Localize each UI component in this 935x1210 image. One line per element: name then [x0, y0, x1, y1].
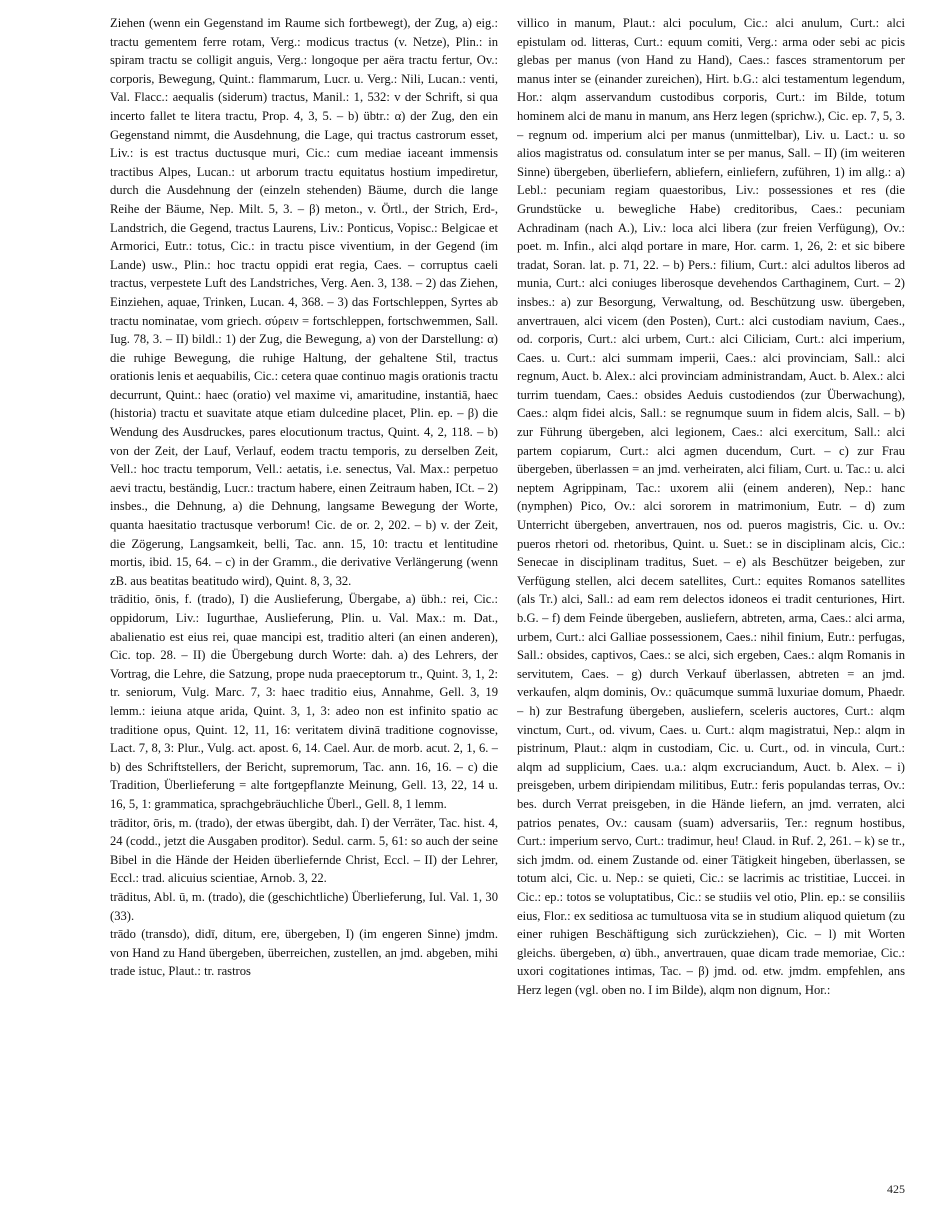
- page-number: 425: [887, 1182, 905, 1196]
- entry-traditio: trāditio, ōnis, f. (trado), I) die Auslieferung, Übergabe, a) übh.: rei, Cic.: oppidorum, Liv.: Iugurthae, Auslieferung, Plin. u. Val. Max.: m. Dat., abalienatio est eius rei, quae mancipi est, traditio alteri (an einen anderen), Cic. top. 28. – II) die Übergebung durch Worte: dah. a) des Lehrers, der Vortrag, die Lehre, die Satzung, prope nuda praeceptorum tr., Quint. 3, 1, 2: tr. seniorum, Vulg. Marc. 7, 3: haec traditio eius, Annahme, Gell. 3, 19 lemm.: ieiuna atque arida, Quint. 3, 1, 3: adeo non est infinito spatio ac traditione opus, Quint. 12, 11, 16: veritatem divinā traditione cognovisse, Lact. 7, 8, 3: Plur., Vulg. act. apost. 6, 14. Cael. Aur. de morb. acut. 2, 1, 6. – b) des Schriftstellers, der Bericht, supremorum, Tac. ann. 16, 16. – c) die Tradition, Überlieferung = alte fortgepflanzte Meinung, Gell. 13, 22, 14 u. 16, 5, 1: grammatica, sprachgebräuchliche Überl., Gell. 8, 1 lemm.: [110, 592, 498, 811]
- entry-trado-continued: villico in manum, Plaut.: alci poculum, Cic.: alci anulum, Curt.: alci epistulam od. litteras, Curt.: equum comiti, Verg.: arma oder sebi ac picis glebas per manus (von Hand zu Hand), Caes.: fasces stramentorum per manus inter se (einander zureichen), Hirt. b.G.: alci testamentum legendum, Hor.: alqm asservandum custodibus corporis, Curt.: im Bilde, totum hominem alci de manu in manum, ans Herz legen (sprichw.), Cic. ep. 7, 5, 3. – regnum od. imperium alci per manus (unmittelbar), Liv. u. Lact.: u. so alios magistratus od. consulatum inter se per manus, Sall. – II) (im weiteren Sinne) übergeben, überliefern, abliefern, einliefern, zuführen, 1) im allg.: a) Lebl.: pecuniam regiam quaestoribus, Liv.: possessiones et res (die Grundstücke u. bewegliche Habe) creditoribus, Caes.: pecuniam Achradinam (nach A.), Liv.: loca alci libera (zur freien Verfügung), Ov.: poet. m. Infin., alci alqd portare in mare, Hor. carm. 1, 26, 2: et sic bibere tradat, Soran. lat. p. 71, 22. – b) Pers.: filium, Curt.: alci adultos liberos ad munia, Curt.: alci coniuges liberosque devehendos Carthaginem, Curt. – 2) insbes.: a) zur Besorgung, Verwaltung, od. Beschützung usw. übergeben, anvertrauen, alci vicem (den Posten), Curt.: alci custodiam navium, Caes., od. corporis, Curt.: alci urbem, Curt.: alci Ciliciam, Curt.: alci imperium, Caes. u. Curt.: alci summam imperii, Caes.: alci provinciam, Sall.: alci regnum, Auct. b. Alex.: alci provinciam administrandam, Auct. b. Alex.: alci turrim tuendam, Caes.: obsides Aeduis custodiendos (zur Überwachung), Caes.: alqm fidei alcis, Sall.: se regnumque suum in fidem alcis, Sall. – b) zur Führung übergeben, alci legionem, Caes.: alci exercitum, Sall.: alci partem copiarum, Curt.: alci agmen ducendum, Curt. – c) zur Frau übergeben, überlassen = an jmd. verheiraten, alci filiam, Curt. u. Tac.: u. alci neptem Agrippinam, Tac.: uxorem alii (einem anderen), Nep.: hanc (nymphen) Pico, Ov.: alci sororem in matrimonium, Eutr. – d) zum Unterricht übergeben, anvertrauen, nos od. pueros magistris, Cic. u. Ov.: pueros rhetori od. rhetoribus, Quint. u. Suet.: se in disciplinam alcis, Cic.: Senecae in disciplinam traditus, Suet. – e) als Beschützer beigeben, zur Verfügung stellen, alci decem satellites, Curt.: equites Romanos satellites (als Tr.) alci, Sall.: ad eam rem delectos idoneos ei tradit centuriones, Hirt. b.G. – f) dem Feinde übergeben, ausliefern, abtreten, arma, Caes.: alci arma, urbem, Curt.: alci Galliae possessionem, Caes.: nihil finium, Eutr.: perfugas, Sall.: obsides, captivos, Caes.: se alci, sich ergeben, Caes.: alqm Romanis in servitutem, Caes. – g) durch Verkauf überlassen, abtreten = an jmd. verkaufen, alqm dominis, Ov.: quācumque summā luxuriae domum, Phaedr. – h) zur Bestrafung übergeben, ausliefern, sceleris auctores, Curt.: alqm vinctum, Curt., od. vivum, Caes. u. Curt.: alqm magistratui, Nep.: alqm in pistrinum, Plaut.: alqm in custodiam, Cic. u. Curt., od. in vincula, Curt.: alqm ad supplicium, Caes. u.a.: alqm excruciandum, Auct. b. Alex. – i) preisgeben, urbem diripiendam militibus, Eutr.: feris populandas terras, Ov.: bes. durch Verrat preisgeben, in die Hände liefern, an jmd. verraten, alci patrios penates, Ov.: causam (suam) adversariis, Ter.: regnum hostibus, Curt.: imperium servo, Curt.: tradimur, heu! Claud. in Ruf. 2, 261. – k) se tr., sich jmdm. od. einem Zustande od. einer Tätigkeit hingeben, überlassen, se totum alci, Cic. u. Nep.: se quieti, Cic.: se lacrimis ac tristitiae, Luccei. in Cic.: ep.: totos se voluptatibus, Cic.: se studiis vel otio, Plin. ep.: se consiliis eius, Flor.: ex seditiosa ac tumultuosa vita se in studium aliquod quietum (zu einer ruhigen Beschäftigung sich zurückziehen), Cic. – l) mit Worten gleichs. übergeben, α) übh., anvertrauen, quae dicam trade memoriae, Cic.: uxori cogitationes intimas, Tac. – β) jmd. od. etw. jmdm. empfehlen, ans Herz legen (vgl. oben no. I im Bilde), alqm non dignum, Hor.:: [517, 16, 905, 997]
- entry-trado: trādo (transdo), didī, ditum, ere, übergeben, I) (im engeren Sinne) jmdm. von Hand zu Hand übergeben, überreichen, zustellen, an jmd. abgeben, mihi trade istuc, Plaut.: tr. rastros: [110, 927, 498, 979]
- right-column: [517, 14, 905, 1174]
- entry-traditus: trāditus, Abl. ū, m. (trado), die (geschichtliche) Überlieferung, Iul. Val. 1, 30 (33).: [110, 889, 498, 923]
- entry-traditor: trāditor, ōris, m. (trado), der etwas übergibt, dah. I) der Verräter, Tac. hist. 4, 24 (codd., jetzt die Ausgaben proditor). Sedul. carm. 5, 61: so auch der seine Bibel in die Hände der Heiden überliefernde Christ, Eccl. – II) der Lehrer, Eccl.: trad. alicuius scientiae, Arnob. 3, 22.: [110, 815, 498, 886]
- entry-tractus-continued: Ziehen (wenn ein Gegenstand im Raume sich fortbewegt), der Zug, a) eig.: tractu gementem ferre rotam, Verg.: modicus tractus (v. Netze), Plin.: in spiram tractu se colligit anguis, Verg.: longoque per aëra tractu fertur, Ov.: corporis, Bewegung, Quint.: flammarum, Lucr. u. Verg.: Nili, Lucan.: venti, Val. Flacc.: aequalis (siderum) tractus, Manil.: 1, 532: v der Schrift, si qua incerto fallet te litera tractu, Prop. 4, 3, 5. – b) übtr.: α) der Zug, den ein Gegenstand nimmt, die Ausdehnung, die Lage, qui tractus castrorum esset, Liv.: is est tractus ductusque muri, Cic.: cum mediae iaceant immensis tractibus Alpes, Lucan.: ut arborum tractu equitatus hostium impediretur, durch die Ausdehnung der (einzeln stehenden) Bäume, durch die lange Reihe der Bäume, Nep. Milt. 5, 3. – β) meton., v. Örtl., der Strich, Erd-, Landstrich, die Gegend, tractus Laurens, Liv.: Ponticus, Vopisc.: Belgicae et Armorici, Eutr.: totus, Cic.: in tractu pisce viventium, in der Gegend (im Lande) usw., Plin.: hoc tractu oppidi erat regia, Caes. – corruptus caeli tractus, verpestete Luft des Landstriches, Verg. Aen. 3, 138. – 2) das Ziehen, Einziehen, aquae, Trinken, Lucan. 4, 368. – 3) das Fortschleppen, Syrtes ab tractu nominatae, vom griech. σύρειν = fortschleppen, fortschwemmen, Sall. Iug. 78, 3. – II) bildl.: 1) der Zug, die Bewegung, a) von der Darstellung: α) die ruhige Bewegung, die ruhige Haltung, der gehaltene Stil, tractus orationis lenis et aequabilis, Cic.: cetera quae continuo magis orationis tractu decurrunt, Quint.: haec (oratio) vel maxime vi, amaritudine, instantiā, haec (historia) tractu et suavitate atque etiam dulcedine placet, Plin. ep. – β) die Wendung des Ausdruckes, pares elocutionum tractus, Quint. 4, 2, 118. – b) von der Zeit, der Lauf, Verlauf, eodem tractu temporis, zu derselben Zeit, Vell.: hoc tractu temporum, Vell.: aetatis, i.e. senectus, Val. Max.: perpetuo aevi tractu, beständig, Lucr.: tractum habere, einen Zeitraum haben, ICt. – 2) insbes., die Dehnung, a) die Dehnung, langsame Bewegung der Worte, quanta haesitatio tractusque verborum! Cic. de or. 2, 202. – b) v. der Zeit, die Zögerung, Langsamkeit, belli, Tac. ann. 15, 10: tractu et lentitudine mortis, ibid. 15, 64. – c) in der Gramm., die derivative Verlängerung (wenn zB. aus beatitas beatitudo wird), Quint. 8, 3, 32.: [110, 16, 498, 588]
- left-column: [110, 14, 498, 1174]
